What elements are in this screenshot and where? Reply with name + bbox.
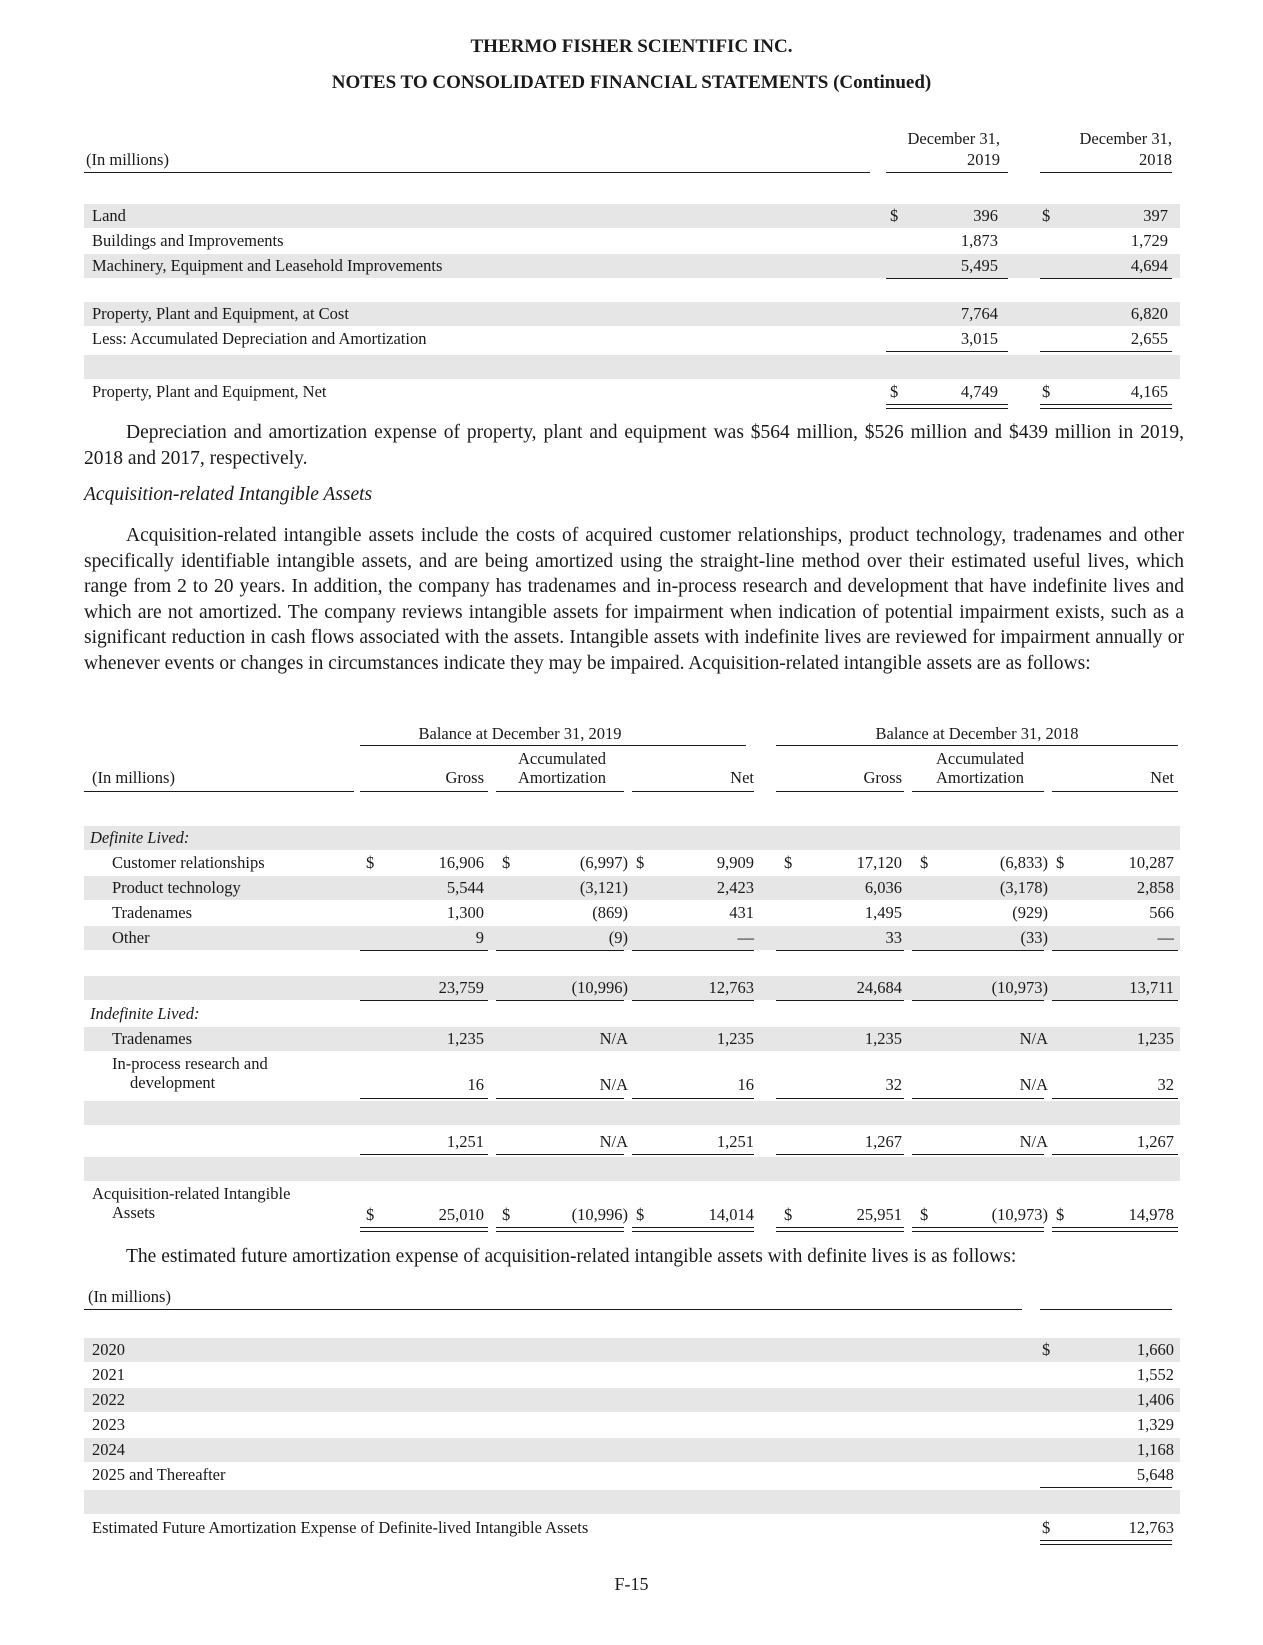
ppe-col-2018-head-2: 2018 [1139,150,1172,169]
rule [912,1098,1044,1099]
rule [1052,1098,1178,1099]
ppe-col-2019-head-1: December 31, [907,129,1000,148]
ppe-value-2019: 396 [973,206,998,225]
net-2018: 14,978 [1128,1205,1174,1224]
ppe-value-2018: 4,694 [1130,256,1168,275]
ppe-col-2019-head-2: 2019 [967,150,1000,169]
ppe-row-label: Land [92,206,126,225]
definite-subtotal-row [84,976,1180,1000]
rule [1052,950,1178,951]
amort-total-value: 12,763 [1128,1518,1174,1537]
net-2019: 431 [729,903,754,922]
net-2019: 14,014 [708,1205,754,1224]
rule [886,351,1008,352]
currency-sign: $ [1056,853,1065,872]
net-2019: 12,763 [708,978,754,997]
rule [1040,351,1172,352]
col-head-accum-2018-2: Amortization [936,768,1024,787]
ppe-row-label: Machinery, Equipment and Leasehold Improvements [92,256,443,275]
row-label: Tradenames [112,1029,193,1048]
gross-2019: 16,906 [438,853,484,872]
net-2019: 1,235 [716,1029,754,1048]
rule [776,791,904,792]
rule [632,1098,754,1099]
ppe-row-label: Buildings and Improvements [92,231,284,250]
rule [360,1098,488,1099]
double-rule [496,1227,624,1232]
currency-sign: $ [890,382,899,401]
amort-row [84,1413,1180,1437]
amort-row [84,1363,1180,1387]
rule [632,791,754,792]
accum-2018: (10,973) [991,1205,1048,1224]
intangibles-total-row [84,1186,1180,1230]
group-head-2018: Balance at December 31, 2018 [875,724,1079,743]
table-row [84,1056,1180,1100]
net-2018: 1,235 [1136,1029,1174,1048]
accum-2018: N/A [1019,1029,1048,1048]
accum-2018: (6,833) [999,853,1048,872]
gross-2019: 1,235 [446,1029,484,1048]
accum-2018: N/A [1019,1075,1048,1094]
amort-unit-label: (In millions) [88,1287,171,1306]
rule [496,950,624,951]
definite-heading-row [84,826,1180,850]
net-2019: 2,423 [716,878,754,897]
group-head-2019: Balance at December 31, 2019 [418,724,622,743]
col-head-gross-2018: Gross [863,768,902,787]
ppe-value-2019: 5,495 [960,256,998,275]
col-head-accum-2019-1: Accumulated [518,749,606,768]
row-label-line2: Assets [112,1203,156,1222]
rule [1052,791,1178,792]
future-amortization-paragraph: The estimated future amortization expense of acquisition-related intangible assets with definite lives is as follows: [126,1246,1017,1267]
rule [496,1000,624,1001]
amort-row [84,1438,1180,1462]
double-rule [632,1227,754,1232]
rule [84,1309,1022,1310]
depreciation-paragraph: Depreciation and amortization expense of property, plant and equipment was $564 million, $526 million and $439 million in 2019, 2018 and 2017, respectively. [84,422,1184,469]
company-name: THERMO FISHER SCIENTIFIC INC. [470,36,793,57]
rule [776,1000,904,1001]
accum-2018: (3,178) [999,878,1048,897]
accum-2019: (869) [592,903,628,922]
shaded-spacer [84,355,1180,379]
currency-sign: $ [636,1205,645,1224]
net-2018: 566 [1149,903,1174,922]
intangibles-unit-label: (In millions) [92,768,175,787]
col-head-net-2019: Net [730,768,754,787]
col-head-accum-2019-2: Amortization [518,768,606,787]
accum-2019: N/A [599,1075,628,1094]
ppe-value-2019: 7,764 [960,304,998,323]
currency-sign: $ [1056,1205,1065,1224]
rule [632,1154,754,1155]
currency-sign: $ [920,853,929,872]
currency-sign: $ [636,853,645,872]
rule [912,950,1044,951]
currency-sign: $ [784,1205,793,1224]
currency-sign: $ [920,1205,929,1224]
rule [886,278,1008,279]
year-label: 2020 [92,1340,125,1359]
double-rule [360,1227,488,1232]
total-label: Estimated Future Amortization Expense of Definite-lived Intangible Assets [92,1518,589,1537]
intangibles-paragraph: Acquisition-related intangible assets include the costs of acquired customer relationships, product technology, tradenames and other specifically identifiable intangible assets, and are being amortized using the straight-line method over their estimated useful lives, which range from 2 to 20 years. In addition, the company has tradenames and in-process research and development that have indefinite lives and which are not amortized. The company reviews intangible assets for impairment when indication of potential impairment exists, such as a significant reduction in cash flows associated with the assets. Intangible assets with indefinite lives are reviewed for impairment annually or whenever events or changes in circumstances indicate they may be impaired. Acquisition-related intangible assets are as follows: [84,525,1184,674]
ppe-row-label: Property, Plant and Equipment, Net [92,382,327,401]
accum-2019: N/A [599,1029,628,1048]
amort-value: 1,168 [1136,1440,1174,1459]
double-rule [1040,404,1172,409]
rule [776,950,904,951]
accum-2018: (10,973) [991,978,1048,997]
table-row [84,876,1180,900]
accum-2019: (3,121) [579,878,628,897]
amort-value: 1,329 [1136,1415,1174,1434]
ppe-value-2018: 6,820 [1130,304,1168,323]
ppe-row [84,327,1180,351]
accum-2018: N/A [1019,1132,1048,1151]
rule [1040,172,1172,173]
rule [496,1154,624,1155]
gross-2018: 33 [885,928,902,947]
rule [360,791,488,792]
rule [776,1098,904,1099]
table-row [84,926,1180,950]
double-rule [886,404,1008,409]
rule [84,172,870,173]
ppe-row-label: Property, Plant and Equipment, at Cost [92,304,349,323]
definite-heading: Definite Lived: [90,828,190,847]
gross-2018: 1,235 [864,1029,902,1048]
indefinite-heading-row [84,1002,1180,1026]
amort-row [84,1338,1180,1362]
row-label: Other [112,928,150,947]
ppe-value-2019: 3,015 [960,329,998,348]
col-head-gross-2019: Gross [445,768,484,787]
net-2019: 1,251 [716,1132,754,1151]
indefinite-heading: Indefinite Lived: [90,1004,200,1023]
ppe-row-label: Less: Accumulated Depreciation and Amortization [92,329,427,348]
amort-total-row [84,1516,1180,1540]
ppe-value-2019: 1,873 [960,231,998,250]
indefinite-subtotal-row [84,1130,1180,1154]
currency-sign: $ [366,1205,375,1224]
double-rule [776,1227,904,1232]
rule [632,1000,754,1001]
year-label: 2021 [92,1365,125,1384]
net-2019: 9,909 [716,853,754,872]
year-label: 2025 and Thereafter [92,1465,226,1484]
row-label-line2: development [130,1073,216,1092]
accum-2019: (10,996) [571,1205,628,1224]
double-rule [1052,1227,1178,1232]
gross-2018: 1,495 [864,903,902,922]
rule [886,172,1008,173]
rule [912,791,1044,792]
year-label: 2024 [92,1440,125,1459]
gross-2019: 23,759 [438,978,484,997]
net-2018: 10,287 [1128,853,1174,872]
amort-row [84,1388,1180,1412]
gross-2019: 1,300 [446,903,484,922]
ppe-col-2018-head-1: December 31, [1079,129,1172,148]
ppe-value-2018: 4,165 [1130,382,1168,401]
accum-2018: (33) [1020,928,1048,947]
rule [496,1098,624,1099]
double-rule [1040,1540,1172,1545]
shaded-spacer [84,1490,1180,1514]
currency-sign: $ [1042,1518,1051,1537]
gross-2019: 25,010 [438,1205,484,1224]
rule [360,1000,488,1001]
accum-2019: (6,997) [579,853,628,872]
section-heading: Acquisition-related Intangible Assets [84,484,373,505]
net-2018: 32 [1157,1075,1174,1094]
ppe-total-row [84,380,1180,404]
row-label: Tradenames [112,903,193,922]
net-2018: — [1157,928,1174,947]
rule [776,1154,904,1155]
rule [1052,1154,1178,1155]
shaded-spacer [84,1157,1180,1181]
ppe-row [84,229,1180,253]
table-row [84,851,1180,875]
ppe-row [84,254,1180,278]
currency-sign: $ [890,206,899,225]
currency-sign: $ [502,1205,511,1224]
rule [632,950,754,951]
gross-2019: 16 [467,1075,484,1094]
gross-2018: 6,036 [864,878,902,897]
accum-2018: (929) [1012,903,1048,922]
double-rule [912,1227,1044,1232]
net-2018: 13,711 [1129,978,1174,997]
gross-2019: 9 [475,928,484,947]
amort-value: 1,552 [1136,1365,1174,1384]
row-label-line1: In-process research and [112,1054,268,1073]
amort-value: 1,406 [1136,1390,1174,1409]
ppe-value-2018: 397 [1143,206,1168,225]
currency-sign: $ [1042,382,1051,401]
ppe-row [84,204,1180,228]
accum-2019: (9) [608,928,628,947]
ppe-value-2019: 4,749 [960,382,998,401]
gross-2018: 25,951 [856,1205,902,1224]
accum-2019: N/A [599,1132,628,1151]
page-subtitle: NOTES TO CONSOLIDATED FINANCIAL STATEMENTS (Continued) [331,72,932,93]
rule [912,1000,1044,1001]
currency-sign: $ [502,853,511,872]
page-number: F-15 [614,1574,649,1594]
table-row [84,1027,1180,1051]
rule [912,1154,1044,1155]
gross-2018: 1,267 [864,1132,902,1151]
gross-2018: 24,684 [856,978,902,997]
ppe-value-2018: 1,729 [1130,231,1168,250]
row-label-line1: Acquisition-related Intangible [92,1184,291,1203]
rule [776,745,1178,746]
gross-2018: 17,120 [856,853,902,872]
col-head-accum-2018-1: Accumulated [936,749,1024,768]
currency-sign: $ [366,853,375,872]
currency-sign: $ [784,853,793,872]
ppe-unit-label: (In millions) [86,150,169,169]
rule [360,745,746,746]
amort-value: 5,648 [1136,1465,1174,1484]
net-2018: 2,858 [1136,878,1174,897]
net-2019: 16 [737,1075,754,1094]
gross-2019: 5,544 [446,878,484,897]
net-2018: 1,267 [1136,1132,1174,1151]
shaded-spacer [84,1101,1180,1125]
ppe-value-2018: 2,655 [1130,329,1168,348]
year-label: 2023 [92,1415,125,1434]
ppe-row [84,302,1180,326]
rule [1040,278,1172,279]
row-label: Product technology [112,878,241,897]
amort-row [84,1463,1180,1487]
col-head-net-2018: Net [1150,768,1174,787]
gross-2018: 32 [885,1075,902,1094]
accum-2019: (10,996) [571,978,628,997]
currency-sign: $ [1042,206,1051,225]
rule [84,791,354,792]
net-2019: — [737,928,754,947]
row-label: Customer relationships [112,853,265,872]
rule [1040,1309,1172,1310]
rule [1052,1000,1178,1001]
table-row [84,901,1180,925]
rule [360,1154,488,1155]
rule [496,791,624,792]
year-label: 2022 [92,1390,125,1409]
amort-value: 1,660 [1136,1340,1174,1359]
rule [360,950,488,951]
rule [1040,1487,1172,1488]
gross-2019: 1,251 [446,1132,484,1151]
currency-sign: $ [1042,1340,1051,1359]
